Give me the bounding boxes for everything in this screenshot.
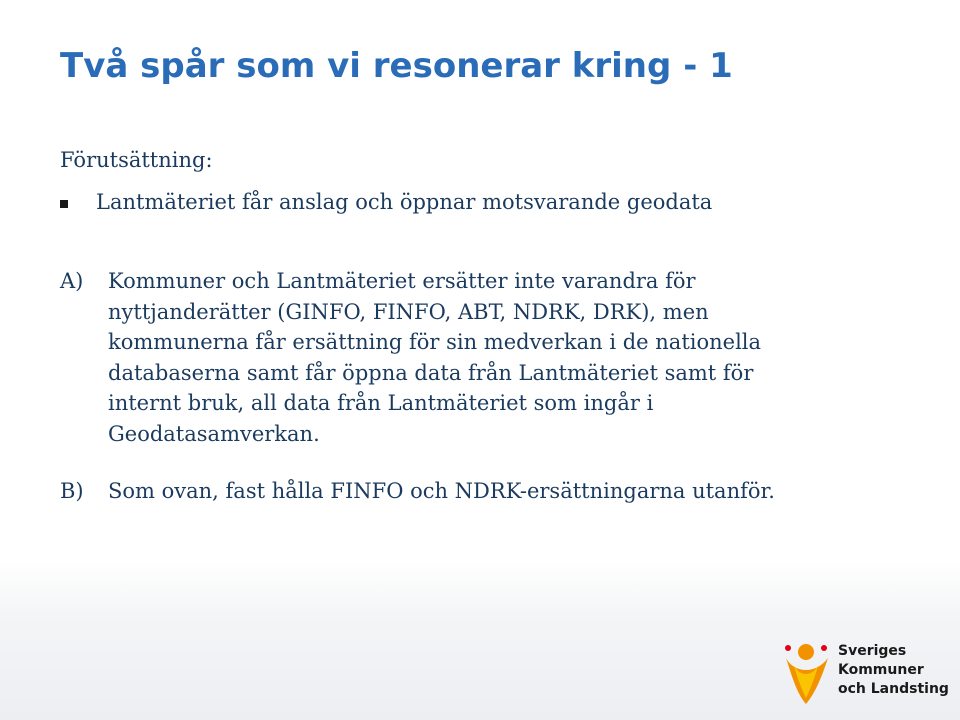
- option-a: [60, 266, 920, 449]
- logo-line-2: Kommuner: [838, 662, 924, 678]
- option-b-marker: B): [60, 479, 84, 503]
- premise-bullet-text: Lantmäteriet får anslag och öppnar motsvarande geodata: [96, 190, 713, 214]
- option-a-line: nyttjanderätter (GINFO, FINFO, ABT, NDRK, DRK), men: [108, 299, 709, 324]
- premise-label: Förutsättning:: [60, 148, 213, 172]
- option-a-line: databaserna samt får öppna data från Lantmäteriet samt för: [108, 360, 754, 385]
- option-b-text: Som ovan, fast hålla FINFO och NDRK-ersättningarna utanför.: [108, 479, 775, 503]
- logo-line-1: Sveriges: [838, 643, 907, 659]
- skl-logo-icon: [778, 636, 838, 708]
- option-b: [60, 476, 920, 507]
- skl-logo-text: [838, 642, 949, 699]
- option-a-text: [108, 266, 920, 449]
- option-a-line: internt bruk, all data från Lantmäteriet som ingår i: [108, 391, 654, 415]
- logo-line-3: och Landsting: [838, 681, 949, 697]
- square-bullet-icon: [60, 200, 68, 208]
- option-a-line: Kommuner och Lantmäteriet ersätter inte varandra för: [108, 269, 696, 293]
- option-a-line: Geodatasamverkan.: [108, 421, 320, 446]
- skl-logo: [778, 636, 948, 708]
- option-a-marker: A): [60, 269, 84, 293]
- option-a-line: kommunerna får ersättning för sin medverkan i de nationella: [108, 330, 762, 354]
- slide-title: Två spår som vi resonerar kring - 1: [60, 46, 733, 86]
